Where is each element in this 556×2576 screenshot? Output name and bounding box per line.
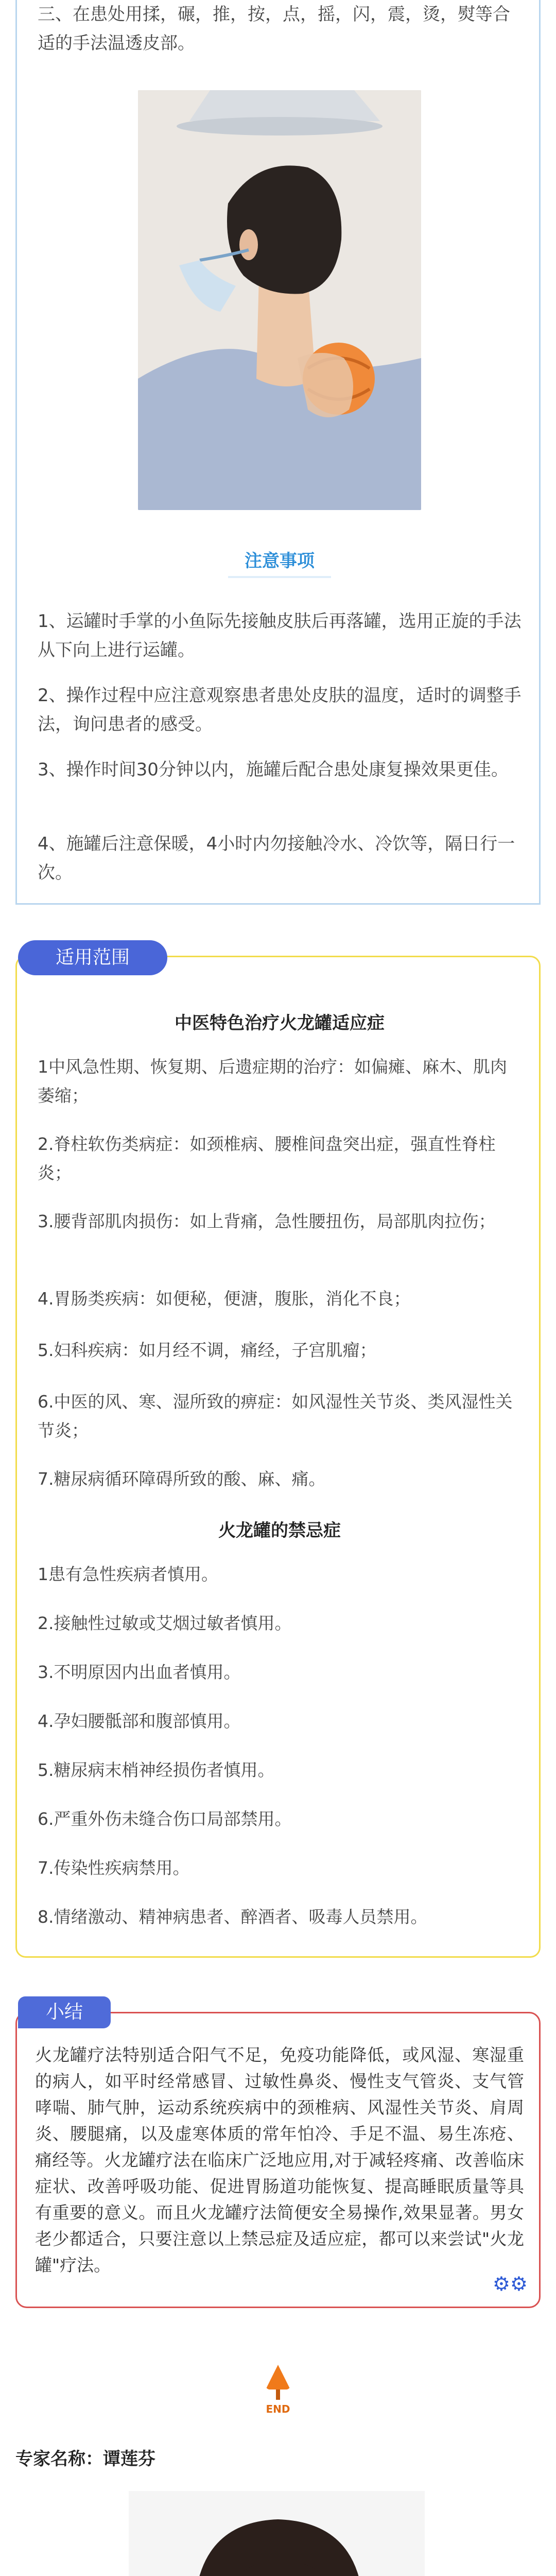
expert-name-label: 专家名称： bbox=[15, 2449, 103, 2469]
contraindication-1: 1患有急性疾病者慎用。 bbox=[38, 1564, 218, 1584]
scope-tag: 适用范围 bbox=[18, 940, 167, 975]
contraindication-7: 7.传染性疾病禁用。 bbox=[38, 1858, 190, 1878]
note-3: 3、操作时间30分钟以内，施罐后配合患处康复操效果更佳。 bbox=[38, 759, 509, 780]
contraindication-2: 2.接触性过敏或艾烟过敏者慎用。 bbox=[38, 1613, 292, 1633]
summary-text: 火龙罐疗法特别适合阳气不足，免疫功能降低，或风湿、寒湿重的病人，如平时经常感冒、过敏性鼻炎、慢性支气管炎、支气管哮喘、肺气肿，运动系统疾病中的颈椎病、风湿性关节炎、肩周炎、腰腿痛，以及虚寒体质的常年怕冷、手足不温、易生冻疮、痛经等。火龙罐疗法在临床广泛地应用,对于减轻疼痛、改善临床症状、改善呼吸功能、促进胃肠道功能恢复、提高睡眠质量等具有重要的意义。而且火龙罐疗法简便安全易操作,效果显著。男女老少都适合，只要注意以上禁忌症及适应症，都可以来尝试"火龙罐"疗法。 bbox=[35, 2045, 524, 2275]
contraindication-4: 4.孕妇腰骶部和腹部慎用。 bbox=[38, 1711, 241, 1731]
end-label: END bbox=[266, 2403, 290, 2415]
gears-icon: ⚙⚙ bbox=[492, 2273, 528, 2295]
end-mark bbox=[260, 2365, 296, 2415]
summary-tag: 小结 bbox=[18, 1996, 111, 2028]
contraindications-heading: 火龙罐的禁忌症 bbox=[218, 1520, 341, 1541]
indications-section bbox=[15, 956, 541, 1958]
indications-heading: 中医特色治疗火龙罐适应症 bbox=[175, 1013, 385, 1033]
massage-photo bbox=[138, 90, 421, 510]
contraindication-6: 6.严重外伤未缝合伤口局部禁用。 bbox=[38, 1809, 292, 1829]
expert-name-line bbox=[15, 2445, 155, 2470]
tree-icon bbox=[266, 2365, 290, 2389]
contraindication-3: 3.不明原因内出血者慎用。 bbox=[38, 1662, 241, 1682]
note-2: 2、操作过程中应注意观察患者患处皮肤的温度，适时的调整手法，询问患者的感受。 bbox=[38, 685, 522, 735]
indication-5: 5.妇科疾病：如月经不调，痛经，子宫肌瘤； bbox=[38, 1340, 377, 1360]
contraindication-5: 5.糖尿病末梢神经损伤者慎用。 bbox=[38, 1760, 275, 1780]
indication-7: 7.糖尿病循环障碍所致的酸、麻、痛。 bbox=[38, 1469, 326, 1489]
summary-section bbox=[15, 2012, 541, 2308]
indication-4: 4.胃肠类疾病：如便秘，便溏，腹胀，消化不良； bbox=[38, 1289, 411, 1309]
expert-name: 谭莲芬 bbox=[103, 2449, 155, 2469]
notes-caption: 注意事项 bbox=[228, 546, 331, 578]
expert-portrait bbox=[129, 2491, 425, 2576]
indication-1: 1中风急性期、恢复期、后遗症期的治疗：如偏瘫、麻木、肌肉萎缩； bbox=[38, 1057, 507, 1106]
note-4: 4、施罐后注意保暖，4小时内勿接触冷水、冷饮等，隔日行一次。 bbox=[38, 834, 515, 883]
indication-6: 6.中医的风、寒、湿所致的痹症：如风湿性关节炎、类风湿性关节炎； bbox=[38, 1392, 513, 1440]
indication-2: 2.脊柱软伤类病症：如颈椎病、腰椎间盘突出症，强直性脊柱炎； bbox=[38, 1134, 496, 1183]
note-1: 1、运罐时手掌的小鱼际先接触皮肤后再落罐，选用正旋的手法从下向上进行运罐。 bbox=[38, 611, 522, 660]
contraindication-8: 8.情绪激动、精神病患者、醉酒者、吸毒人员禁用。 bbox=[38, 1907, 428, 1927]
indication-3: 3.腰背部肌肉损伤：如上背痛，急性腰扭伤，局部肌肉拉伤； bbox=[38, 1211, 496, 1231]
step-3-text: 三、在患处用揉，碾，推，按，点，摇，闪，震，烫，熨等合适的手法温透皮部。 bbox=[38, 4, 510, 54]
procedure-section bbox=[15, 0, 541, 905]
